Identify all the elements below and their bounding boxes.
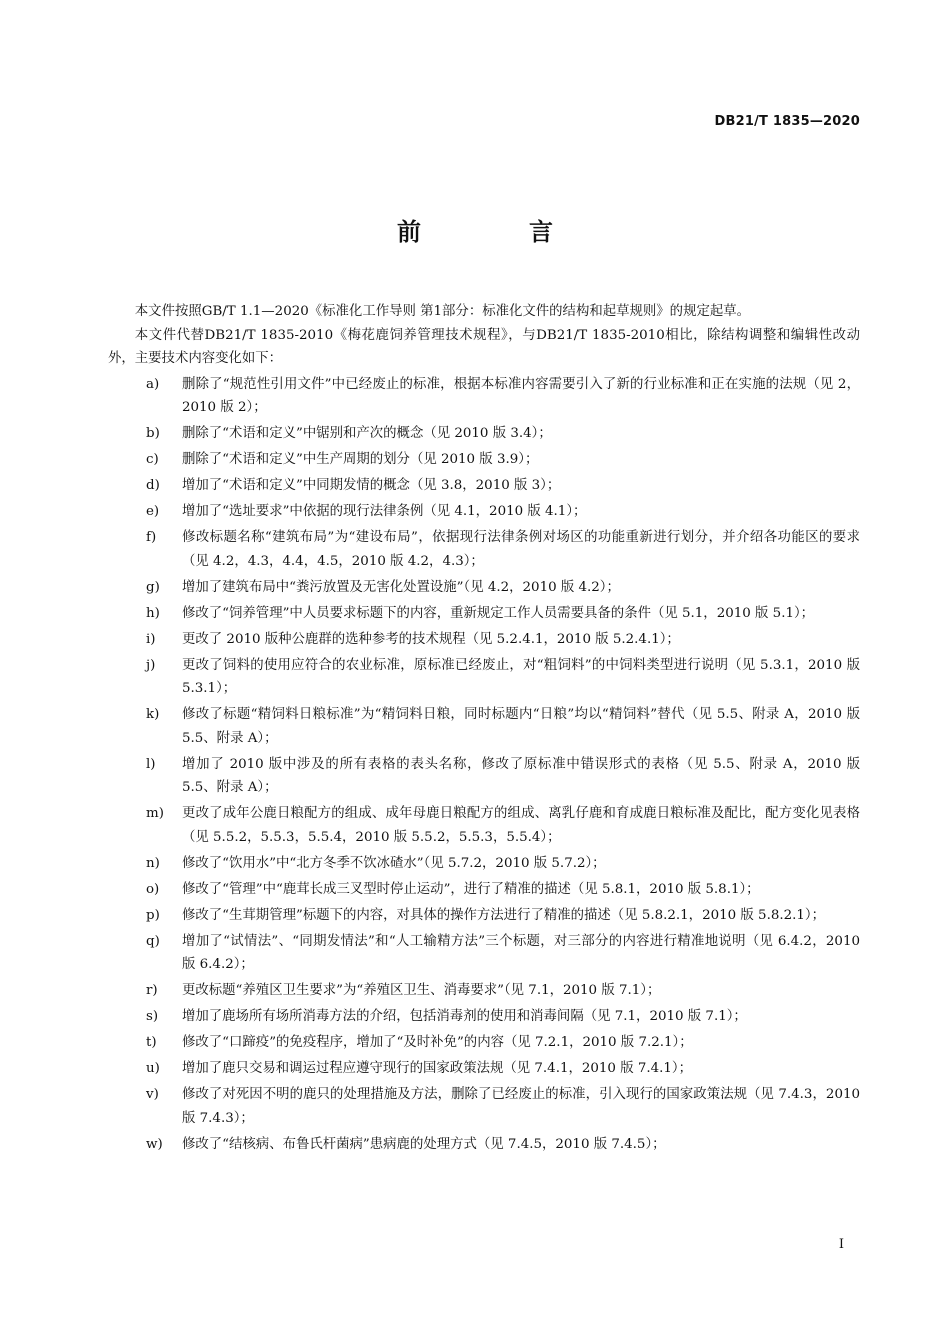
list-marker: a) bbox=[146, 376, 160, 392]
list-item bbox=[108, 930, 860, 977]
list-item bbox=[108, 802, 860, 849]
list-item-text: 增加了鹿只交易和调运过程应遵守现行的国家政策法规（见 7.4.1，2010 版 7.4.1）； bbox=[182, 1061, 693, 1076]
list-item-text: 修改了“管理”中“鹿茸长成三叉型时停止运动”，进行了精准的描述（见 5.8.1，2010 版 5.8.1）； bbox=[182, 881, 760, 897]
list-marker: s) bbox=[146, 1009, 159, 1024]
list-item-text: 删除了“规范性引用文件”中已经废止的标准，根据本标准内容需要引入了新的行业标准和正在实施的法规（见 2，2010 版 2）； bbox=[182, 376, 860, 415]
list-item-text: 更改了 2010 版种公鹿群的选种参考的技术规程（见 5.2.4.1，2010 版 5.2.4.1）； bbox=[182, 631, 680, 647]
list-marker: r) bbox=[146, 983, 158, 998]
list-marker: e) bbox=[146, 504, 160, 519]
list-item-text: 删除了“术语和定义”中锯别和产次的概念（见 2010 版 3.4）； bbox=[182, 426, 552, 441]
list-item-text: 修改了“生茸期管理”标题下的内容，对具体的操作方法进行了精准的描述（见 5.8.2.1，2010 版 5.8.2.1）； bbox=[182, 907, 825, 923]
preface-paragraph: 本文件按照GB/T 1.1—2020《标准化工作导则 第1部分：标准化文件的结构和起草规则》的规定起草。 bbox=[134, 304, 751, 319]
list-marker: k) bbox=[146, 707, 160, 722]
list-item-text: 修改了“结核病、布鲁氏杆菌病”患病鹿的处理方式（见 7.4.5，2010 版 7.4.5）； bbox=[182, 1136, 666, 1152]
list-item bbox=[108, 753, 860, 800]
list-item bbox=[108, 576, 860, 600]
page-number: I bbox=[838, 1237, 844, 1252]
preface-paragraph: 本文件代替DB21/T 1835-2010《梅花鹿饲养管理技术规程》，与DB21/T 1835-2010相比，除结构调整和编辑性改动外，主要技术内容变化如下： bbox=[108, 327, 860, 366]
list-item bbox=[108, 448, 860, 472]
list-item bbox=[108, 654, 860, 701]
list-marker: q) bbox=[146, 933, 160, 949]
list-marker: t) bbox=[146, 1035, 157, 1050]
list-item-text: 增加了“术语和定义”中同期发情的概念（见 3.8，2010 版 3）； bbox=[182, 478, 561, 493]
document-code: DB21/T 1835—2020 bbox=[714, 114, 860, 129]
list-marker: m) bbox=[146, 806, 164, 821]
list-marker: b) bbox=[146, 426, 160, 441]
list-marker: i) bbox=[146, 631, 156, 647]
list-item bbox=[108, 500, 860, 524]
page-title: 前 言 bbox=[397, 218, 595, 246]
list-item bbox=[108, 474, 860, 498]
list-item-text: 增加了建筑布局中“粪污放置及无害化处置设施”（见 4.2，2010 版 4.2）； bbox=[182, 579, 620, 595]
list-marker: h) bbox=[146, 605, 160, 621]
list-item-text: 修改了“口蹄疫”的免疫程序，增加了“及时补免”的内容（见 7.2.1，2010 版 7.2.1）； bbox=[182, 1035, 693, 1050]
list-item bbox=[108, 602, 860, 626]
list-item bbox=[108, 628, 860, 652]
list-item-text: 增加了“试情法”、“同期发情法”和“人工输精方法”三个标题，对三部分的内容进行精准地说明（见 6.4.2，2010 版 6.4.2）； bbox=[182, 933, 860, 972]
list-item bbox=[108, 373, 860, 420]
list-marker: c) bbox=[146, 452, 159, 467]
list-item-text: 修改了标题“精饲料日粮标准”为“精饲料日粮，同时标题内“日粮”均以“精饲料”替代（见 5.5、附录 A，2010 版 5.5、附录 A）； bbox=[182, 707, 860, 746]
list-item bbox=[108, 703, 860, 750]
list-item bbox=[108, 1005, 860, 1029]
list-marker: d) bbox=[146, 478, 160, 493]
list-item-text: 修改了“饲养管理”中人员要求标题下的内容，重新规定工作人员需要具备的条件（见 5.1，2010 版 5.1）； bbox=[182, 605, 815, 621]
list-item-text: 更改了成年公鹿日粮配方的组成、成年母鹿日粮配方的组成、离乳仔鹿和育成鹿日粮标准及配比，配方变化见表格（见 5.5.2，5.5.3，5.5.4，2010 版 5.5.2，5.5.3，5.5.4）； bbox=[182, 806, 860, 845]
list-marker: f) bbox=[146, 530, 157, 545]
list-marker: l) bbox=[146, 756, 156, 772]
list-item bbox=[108, 878, 860, 902]
list-item-text: 删除了“术语和定义”中生产周期的划分（见 2010 版 3.9）； bbox=[182, 452, 539, 467]
list-item-text: 增加了鹿场所有场所消毒方法的介绍，包括消毒剂的使用和消毒间隔（见 7.1，2010 版 7.1）； bbox=[182, 1009, 747, 1024]
list-item bbox=[108, 1133, 860, 1157]
list-item bbox=[108, 852, 860, 876]
list-item bbox=[108, 1057, 860, 1081]
list-item-text: 更改标题“养殖区卫生要求”为“养殖区卫生、消毒要求”（见 7.1，2010 版 7.1）； bbox=[182, 983, 661, 998]
list-marker: v) bbox=[146, 1087, 159, 1102]
list-marker: g) bbox=[146, 579, 160, 595]
list-item-text: 修改标题名称“建筑布局”为“建设布局”，依据现行法律条例对场区的功能重新进行划分，并介绍各功能区的要求（见 4.2，4.3，4.4，4.5，2010 版 4.2，4.3）； bbox=[182, 530, 860, 569]
list-item-text: 增加了 2010 版中涉及的所有表格的表头名称，修改了原标准中错误形式的表格（见 5.5、附录 A，2010 版 5.5、附录 A）； bbox=[182, 756, 860, 795]
list-marker: w) bbox=[146, 1136, 163, 1152]
list-item-text: 修改了对死因不明的鹿只的处理措施及方法，删除了已经废止的标准，引入现行的国家政策法规（见 7.4.3，2010 版 7.4.3）； bbox=[182, 1087, 860, 1126]
list-item bbox=[108, 1031, 860, 1055]
list-marker: j) bbox=[146, 657, 156, 673]
list-marker: u) bbox=[146, 1061, 160, 1076]
list-item bbox=[108, 422, 860, 446]
list-item-text: 增加了“选址要求”中依据的现行法律条例（见 4.1，2010 版 4.1）； bbox=[182, 504, 587, 519]
list-marker: o) bbox=[146, 881, 160, 897]
list-marker: p) bbox=[146, 907, 160, 923]
list-marker: n) bbox=[146, 855, 160, 871]
list-item bbox=[108, 1083, 860, 1130]
changes-list bbox=[108, 373, 860, 1157]
list-item bbox=[108, 979, 860, 1003]
list-item-text: 更改了饲料的使用应符合的农业标准，原标准已经废止，对“粗饲料”的中饲料类型进行说明（见 5.3.1，2010 版 5.3.1）； bbox=[182, 657, 860, 696]
list-item bbox=[108, 904, 860, 928]
list-item bbox=[108, 526, 860, 573]
list-item-text: 修改了“饮用水”中“北方冬季不饮冰碴水”（见 5.7.2，2010 版 5.7.2）； bbox=[182, 855, 606, 871]
preface-content bbox=[108, 300, 860, 1159]
